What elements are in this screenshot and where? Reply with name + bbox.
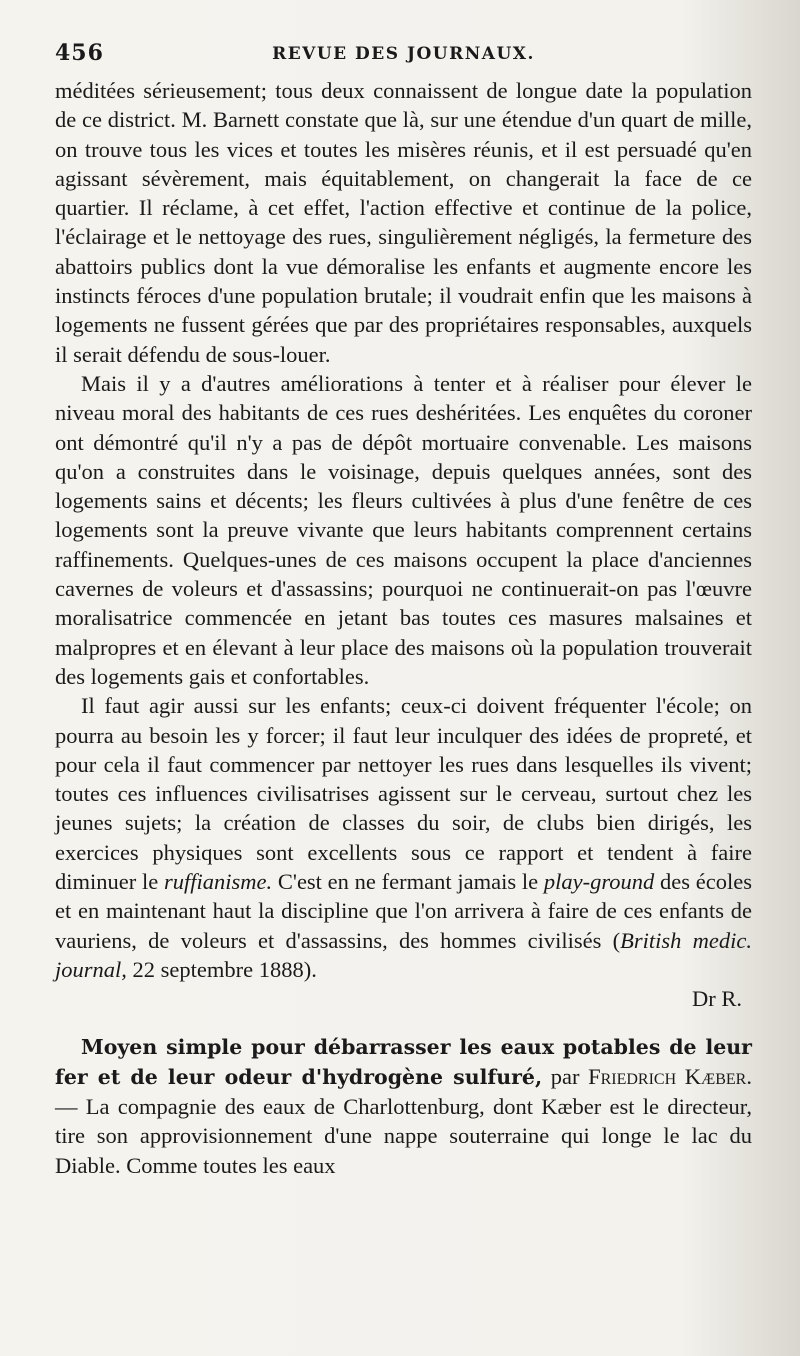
page-number: 456 (55, 40, 104, 66)
paragraph-3 (55, 691, 752, 984)
signature: Dr R. (692, 986, 742, 1012)
term-play-ground: play-ground (543, 869, 655, 895)
notice-author: Friedrich Kæber. (588, 1063, 752, 1089)
term-ruffianisme: ruffianisme. (163, 869, 273, 895)
page-header (55, 40, 752, 72)
notice-text: — La compagnie des eaux de Charlottenburg, dont Kæber est le directeur, tire son approvisionnement d'une nappe souterraine qui longe le lac du Diable. Comme toutes les eaux (55, 1094, 752, 1178)
source-journal: British medic. journal, (55, 927, 753, 982)
paragraph-1: méditées sérieusement; tous deux connaissent de longue date la population de ce district. M. Barnett constate que là, sur une étendue d'un quart de mille, on trouve tous les vices et toutes les misères réunis, et il est persuadé qu'en agissant sévèrement, mais équitablement, on changerait la face de ce quartier. Il réclame, à cet effet, l'action effective et continue de la police, l'éclairage et le nettoyage des rues, singulièrement négligés, la fermeture des abattoirs publics dont la vue démoralise les enfants et augmente encore les instincts féroces d'une population brutale; il voudrait enfin que les maisons à logements ne fussent gérées que par des propriétaires responsables, auxquels il serait défendu de sous-louer. (55, 78, 752, 367)
body-text (55, 76, 752, 1180)
notice-paragraph (55, 1032, 752, 1180)
running-title: REVUE DES JOURNAUX. (272, 44, 535, 64)
paragraph-3-text-a: Il faut agir aussi sur les enfants; ceux-ci doivent fréquenter l'école; on pourra au besoin les y forcer; il faut leur inculquer des idées de propreté, et pour cela il faut commencer par nettoyer les rues dans lesquelles ils vivent; toutes ces influences civilisatrises agissent sur le cerveau, surtout chez les jeunes sujets; la création de classes du soir, de clubs bien dirigés, les exercices physiques sont excellents sous ce rapport et tendent à faire diminuer le (55, 693, 752, 895)
paragraph-3-text-b: C'est en ne fermant jamais le (272, 869, 544, 895)
notice-by: par (542, 1063, 589, 1089)
notice-headline: Moyen simple pour débarrasser les eaux potables de leur fer et de leur odeur d'hydrogène sulfuré, (55, 1034, 752, 1089)
paragraph-3-text-c: des écoles et en maintenant haut la discipline que l'on arrivera à faire de ces enfants de vauriens, de voleurs et d'assassins, des hommes civilisés ( (55, 869, 752, 953)
paragraph-3-text-d: 22 septembre 1888). (126, 956, 317, 982)
paragraph-2: Mais il y a d'autres améliorations à tenter et à réaliser pour élever le niveau moral des habitants de ces rues deshéritées. Les enquêtes du coroner ont démontré qu'il n'y a pas de dépôt mortuaire convenable. Les maisons qu'on a construites dans le voisinage, depuis quelques années, sont des logements sains et décents; les fleurs cultivées à plus d'une fenêtre de ces logements sont la preuve vivante que leurs habitants comprennent certains raffinements. Quelques-unes de ces maisons occupent la place d'anciennes cavernes de voleurs et d'assassins; pourquoi ne continuerait-on pas l'œuvre moralisatrice commencée en jetant bas toutes ces masures malsaines et malpropres et en élevant à leur place des maisons où la population trouverait des logements gais et confortables. (55, 370, 752, 689)
